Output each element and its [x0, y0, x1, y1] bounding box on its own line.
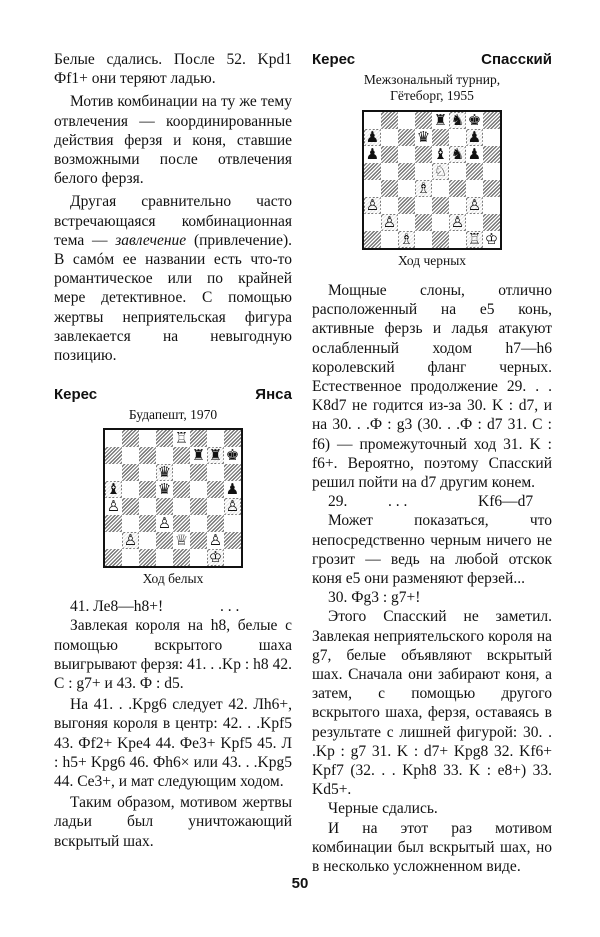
board-square — [432, 163, 449, 180]
chess-piece: ♖ — [174, 429, 189, 448]
board-square — [156, 532, 173, 549]
board-square — [139, 532, 156, 549]
board-square — [398, 163, 415, 180]
board-square — [173, 532, 190, 549]
board-square — [156, 498, 173, 515]
board-square — [139, 549, 156, 566]
board-square — [105, 515, 122, 532]
board-square — [364, 146, 381, 163]
board-square — [139, 430, 156, 447]
board-square — [398, 197, 415, 214]
board-square — [122, 464, 139, 481]
board-square — [449, 197, 466, 214]
board-square — [466, 129, 483, 146]
board-square — [139, 498, 156, 515]
paragraph: Мотив комбинации на ту же тему отвлечения — координированные действия ферзя и коня, ставшие возможными после отвлечения белого ферзя. — [54, 93, 292, 188]
board-square — [466, 112, 483, 129]
chess-piece: ♚ — [467, 111, 482, 129]
chess-piece: ♞ — [450, 111, 465, 129]
board-square — [207, 549, 224, 566]
board-square — [173, 549, 190, 566]
board-square — [105, 430, 122, 447]
board-square — [364, 112, 381, 129]
paragraph: Может показаться, что непосредственно черным ничего не грозит — ведь на любой отскок коня e5 они разменяют ферзей... — [312, 512, 552, 588]
board-square — [466, 197, 483, 214]
board-square — [139, 481, 156, 498]
board-square — [364, 180, 381, 197]
chess-piece: ♙ — [365, 196, 380, 214]
white-player: Керес — [54, 386, 98, 404]
board-square — [207, 430, 224, 447]
board-square — [207, 515, 224, 532]
chess-piece: ♙ — [467, 196, 482, 214]
board-square — [432, 197, 449, 214]
board-square — [381, 163, 398, 180]
board-square — [105, 498, 122, 515]
board-square — [122, 498, 139, 515]
board-square — [173, 464, 190, 481]
board-square — [466, 231, 483, 248]
board-square — [122, 549, 139, 566]
board-square — [432, 231, 449, 248]
board-square — [432, 146, 449, 163]
chess-piece: ♙ — [225, 497, 240, 516]
board-square — [105, 532, 122, 549]
board-square — [224, 498, 241, 515]
board-square — [105, 481, 122, 498]
board-square — [381, 231, 398, 248]
move-dots: . . . — [388, 493, 408, 511]
board-square — [483, 214, 500, 231]
move-dots: . . . — [220, 598, 240, 616]
chess-piece: ♛ — [157, 480, 172, 499]
board-square — [483, 129, 500, 146]
board-square — [190, 481, 207, 498]
board-square — [483, 231, 500, 248]
paragraph: Таким образом, мотивом жертвы ладьи был уничтожающий вскрытый шах. — [54, 794, 292, 850]
board-square — [483, 112, 500, 129]
board-square — [415, 180, 432, 197]
board-square — [364, 231, 381, 248]
board-square — [483, 197, 500, 214]
chess-piece: ♟ — [467, 145, 482, 163]
diagram-caption: Ход черных — [397, 253, 467, 268]
board-square — [156, 464, 173, 481]
right-column — [312, 50, 552, 876]
board-square — [156, 447, 173, 464]
board-square — [364, 214, 381, 231]
board-square — [381, 214, 398, 231]
chess-piece: ♜ — [433, 111, 448, 129]
board-square — [381, 197, 398, 214]
game-diagram-keres-spassky — [312, 50, 552, 269]
chess-piece: ♟ — [365, 128, 380, 146]
board-square — [190, 430, 207, 447]
board-square — [156, 515, 173, 532]
board-square — [173, 447, 190, 464]
paragraph: На 41. . .Kpg6 следует 42. Лh6+, выгоняя короля в центр: 42. . .Kpf5 43. Фf2+ Kpe4 44. Фe3+ Kpf5 45. Л : h5+ Kpg6 46. Фh6× или 43. . .Kpg5 44. Ce3+, и мат следующим ходом. — [54, 696, 292, 791]
board-square — [415, 231, 432, 248]
chess-piece: ♙ — [106, 497, 121, 516]
black-player: Спасский — [481, 51, 552, 68]
board-square — [156, 430, 173, 447]
board-square — [398, 146, 415, 163]
left-column — [54, 50, 292, 851]
move-line: 30. Фg3 : g7+! — [328, 589, 421, 607]
move-text: Kf6—d7 — [478, 493, 534, 511]
board-square — [432, 214, 449, 231]
players-header — [312, 50, 552, 69]
move-text: 41. Ле8—h8+! — [70, 598, 164, 616]
board-square — [105, 549, 122, 566]
board-square — [449, 163, 466, 180]
board-square — [122, 430, 139, 447]
paragraph: Завлекая короля на h8, белые с помощью вскрытого шаха выигрывают ферзя: 41. . .Kp : h8 42. C : g7+ и 43. Ф : d5. — [54, 617, 292, 693]
chess-piece: ♟ — [365, 145, 380, 163]
chess-piece: ♝ — [106, 480, 121, 499]
board-square — [398, 129, 415, 146]
chess-piece: ♙ — [208, 531, 223, 550]
chess-piece: ♗ — [399, 230, 414, 248]
board-square — [207, 498, 224, 515]
board-square — [381, 112, 398, 129]
board-square — [449, 214, 466, 231]
board-square — [224, 430, 241, 447]
board-square — [122, 447, 139, 464]
board-square — [466, 214, 483, 231]
chess-piece: ♚ — [225, 446, 240, 465]
board-square — [415, 197, 432, 214]
board-square — [449, 146, 466, 163]
chess-piece: ♝ — [433, 145, 448, 163]
board-square — [224, 447, 241, 464]
board-square — [483, 180, 500, 197]
move-number: 29. — [328, 493, 348, 511]
board-square — [415, 129, 432, 146]
board-square — [173, 481, 190, 498]
chess-piece: ♛ — [157, 463, 172, 482]
board-square — [224, 515, 241, 532]
board-square — [190, 447, 207, 464]
move-line — [312, 492, 552, 511]
board-square — [449, 129, 466, 146]
chess-piece: ♕ — [174, 531, 189, 550]
board-square — [190, 464, 207, 481]
board-square — [190, 498, 207, 515]
board-square — [364, 197, 381, 214]
board-square — [398, 231, 415, 248]
italic-term: завлечение — [115, 231, 187, 249]
board-square — [207, 464, 224, 481]
board-square — [156, 549, 173, 566]
board-square — [466, 180, 483, 197]
board-square — [139, 515, 156, 532]
chess-piece: ♙ — [382, 213, 397, 231]
board-square — [398, 112, 415, 129]
event-name: Межзональный турнир, Гётеборг, 1955 — [363, 72, 501, 103]
board-square — [122, 515, 139, 532]
board-square — [224, 549, 241, 566]
board-square — [483, 163, 500, 180]
chess-piece: ♟ — [225, 480, 240, 499]
game-diagram-keres-jansa — [54, 385, 292, 587]
black-player: Янса — [255, 386, 292, 404]
paragraph: Белые сдались. После 52. Kpd1 Фf1+ они теряют ладью. — [54, 51, 292, 88]
text-run: Другая сравнительно часто встречающаяся комбинационная тема — — [54, 193, 292, 249]
move-line — [54, 597, 292, 616]
board-square — [139, 464, 156, 481]
board-square — [207, 481, 224, 498]
board-square — [190, 549, 207, 566]
board-square — [173, 515, 190, 532]
board-square — [381, 146, 398, 163]
chess-piece: ♔ — [208, 548, 223, 567]
chess-piece: ♙ — [157, 514, 172, 533]
chess-board — [362, 110, 502, 250]
board-square — [415, 146, 432, 163]
board-square — [190, 515, 207, 532]
chess-piece: ♙ — [123, 531, 138, 550]
board-square — [364, 129, 381, 146]
board-square — [415, 214, 432, 231]
board-square — [398, 180, 415, 197]
board-square — [224, 532, 241, 549]
chess-board — [103, 428, 243, 568]
board-square — [449, 231, 466, 248]
chess-piece: ♖ — [467, 230, 482, 248]
paragraph: Черные сдались. — [328, 800, 438, 818]
chess-piece: ♘ — [433, 162, 448, 180]
paragraph: Этого Спасский не заметил. Завлекая неприятельского короля на g7, белые объявляют вскрытый шах. Сначала они забирают коня, а затем, с помощью другого вскрытого шаха, ферзя, оставаясь в результате с лишней фигурой: 30. . .Kp : g7 31. K : d7+ Kpg8 32. Kf6+ Kpf7 (32. . . Kph8 33. K : e8+) 33. Kd5+. — [312, 608, 552, 799]
chess-piece: ♔ — [484, 230, 499, 248]
chess-piece: ♛ — [416, 128, 431, 146]
players-header — [54, 385, 292, 404]
board-square — [105, 447, 122, 464]
board-square — [415, 163, 432, 180]
board-square — [432, 129, 449, 146]
chess-piece: ♗ — [416, 179, 431, 197]
board-square — [466, 146, 483, 163]
board-square — [432, 180, 449, 197]
chess-piece: ♜ — [208, 446, 223, 465]
board-square — [466, 163, 483, 180]
board-square — [364, 163, 381, 180]
chess-piece: ♞ — [450, 145, 465, 163]
board-square — [381, 180, 398, 197]
board-square — [173, 498, 190, 515]
board-square — [173, 430, 190, 447]
board-square — [139, 447, 156, 464]
paragraph — [54, 192, 292, 365]
chess-piece: ♜ — [191, 446, 206, 465]
board-square — [190, 532, 207, 549]
board-square — [122, 532, 139, 549]
board-square — [398, 214, 415, 231]
paragraph: И на этот раз мотивом комбинации был вскрытый шах, но в несколько усложненном виде. — [312, 819, 552, 876]
paragraph: Мощные слоны, отлично расположенный на e5 конь, активные ферзь и ладья атакуют ослабленный ходом h7—h6 королевский фланг черных. Естественное продолжение 29. . . K8d7 не годится из-за 30. K : d7, и на 30. . .Ф : g3 (30. . .Ф : d7 31. C : f6) — промежуточный ход 31. K : f6+. Вероятно, поэтому Спасский решил пойти на d7 другим конем. — [312, 282, 552, 492]
board-square — [415, 112, 432, 129]
board-square — [381, 129, 398, 146]
board-square — [432, 112, 449, 129]
text-run: (привлечение). В самóм ее названии есть что-то романтическое или по крайней мере детективное. С помощью жертвы неприятельская фигура завлекается на невыгодную позицию. — [54, 231, 292, 365]
board-square — [449, 112, 466, 129]
board-square — [224, 481, 241, 498]
board-square — [105, 464, 122, 481]
board-square — [449, 180, 466, 197]
board-square — [224, 464, 241, 481]
chess-piece: ♟ — [467, 128, 482, 146]
board-square — [122, 481, 139, 498]
white-player: Керес — [312, 51, 356, 68]
diagram-caption: Ход белых — [142, 571, 204, 587]
chess-piece: ♙ — [450, 213, 465, 231]
page-number: 50 — [291, 875, 309, 892]
board-square — [483, 146, 500, 163]
board-square — [207, 447, 224, 464]
board-square — [156, 481, 173, 498]
board-square — [207, 532, 224, 549]
event-name: Будапешт, 1970 — [128, 407, 218, 423]
